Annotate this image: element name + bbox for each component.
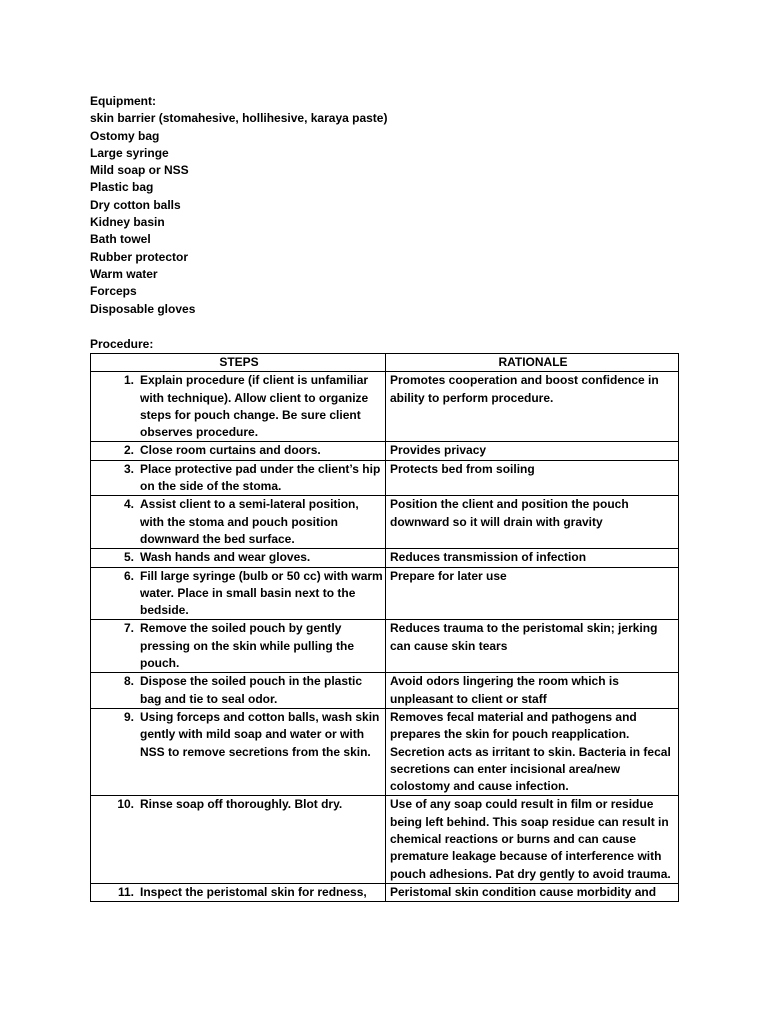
table-row — [91, 708, 679, 795]
step-number: 10. — [117, 797, 134, 812]
rationale-cell: Use of any soap could result in film or residue being left behind. This soap residue can result in chemical reactions or burns and can cause premature leakage because of interference with pouch adhesions. Pat dry gently to avoid trauma. — [386, 796, 679, 883]
step-cell — [91, 442, 386, 460]
step-number: 5. — [123, 550, 134, 565]
rationale-cell: Peristomal skin condition cause morbidity and — [386, 883, 679, 901]
step-number: 11. — [117, 884, 134, 899]
equipment-section — [90, 93, 387, 318]
step-cell — [91, 460, 386, 496]
step-number: 3. — [123, 461, 134, 476]
step-item — [95, 673, 383, 708]
table-row — [91, 567, 679, 620]
rationale-cell: Provides privacy — [386, 442, 679, 460]
step-item — [95, 796, 383, 813]
equipment-item: Large syringe — [90, 145, 169, 160]
table-row — [91, 883, 679, 901]
step-number: 9. — [123, 709, 134, 724]
equipment-heading: Equipment: — [90, 94, 156, 108]
rationale-cell: Reduces transmission of infection — [386, 549, 679, 567]
step-number: 1. — [123, 373, 134, 388]
step-cell — [91, 673, 386, 709]
procedure-table — [90, 353, 679, 902]
table-row — [91, 442, 679, 460]
step-cell — [91, 496, 386, 549]
step-number: 8. — [123, 674, 134, 689]
table-row — [91, 796, 679, 883]
table-row — [91, 496, 679, 549]
step-cell — [91, 883, 386, 901]
equipment-item: Ostomy bag — [90, 128, 160, 143]
step-item — [95, 461, 383, 496]
procedure-table-body — [91, 372, 679, 902]
equipment-item: Mild soap or NSS — [90, 163, 189, 178]
step-text: Remove the soiled pouch by gently pressing on the skin while pulling the pouch. — [140, 621, 355, 671]
step-item — [95, 496, 383, 548]
procedure-table-container — [90, 353, 679, 919]
step-item — [95, 549, 383, 566]
step-cell — [91, 372, 386, 442]
rationale-cell: Promotes cooperation and boost confidence in ability to perform procedure. — [386, 372, 679, 442]
rationale-cell: Removes fecal material and pathogens and prepares the skin for pouch reapplication. Secretion acts as irritant to skin. Bacteria in fecal secretions can enter incisional area/new colostomy and cause infection. — [386, 708, 679, 795]
rationale-cell: Avoid odors lingering the room which is unpleasant to client or staff — [386, 673, 679, 709]
step-text: Assist client to a semi-lateral position, with the stoma and pouch position downward the bed surface. — [140, 497, 359, 546]
step-cell — [91, 567, 386, 620]
step-text: Rinse soap off thoroughly. Blot dry. — [140, 797, 343, 812]
table-row — [91, 673, 679, 709]
table-row — [91, 372, 679, 442]
step-item — [95, 709, 383, 761]
equipment-item: Warm water — [90, 266, 158, 281]
step-cell — [91, 708, 386, 795]
rationale-cell: Reduces trauma to the peristomal skin; jerking can cause skin tears — [386, 620, 679, 673]
equipment-item: Kidney basin — [90, 215, 165, 230]
step-text: Wash hands and wear gloves. — [140, 550, 311, 565]
step-text: Fill large syringe (bulb or 50 cc) with warm water. Place in small basin next to the bedside. — [140, 568, 383, 618]
step-cell — [91, 620, 386, 673]
step-text: Close room curtains and doors. — [140, 443, 321, 458]
procedure-heading: Procedure: — [90, 337, 154, 351]
equipment-item: Forceps — [90, 284, 137, 299]
step-item — [95, 442, 383, 459]
step-number: 6. — [123, 568, 134, 583]
step-item — [95, 884, 383, 901]
step-text: Using forceps and cotton balls, wash skin gently with mild soap and water or with NSS to remove secretions from the skin. — [140, 709, 380, 759]
step-item — [95, 620, 383, 672]
rationale-cell: Protects bed from soiling — [386, 460, 679, 496]
step-item — [95, 568, 383, 620]
table-row — [91, 460, 679, 496]
step-item — [95, 372, 383, 441]
step-number: 7. — [123, 621, 134, 636]
rationale-cell: Prepare for later use — [386, 567, 679, 620]
step-cell — [91, 549, 386, 567]
equipment-item: Disposable gloves — [90, 301, 196, 316]
equipment-item: Rubber protector — [90, 249, 189, 264]
equipment-item: skin barrier (stomahesive, hollihesive, karaya paste) — [90, 111, 388, 126]
step-number: 4. — [123, 497, 134, 512]
steps-column-header: STEPS — [91, 354, 386, 372]
rationale-cell: Position the client and position the pouch downward so it will drain with gravity — [386, 496, 679, 549]
table-row — [91, 620, 679, 673]
step-text: Inspect the peristomal skin for redness, — [140, 884, 367, 899]
table-row — [91, 549, 679, 567]
step-number: 2. — [123, 443, 134, 458]
step-text: Explain procedure (if client is unfamiliar with technique). Allow client to organize steps for pouch change. Be sure client observes procedure. — [140, 373, 369, 440]
rationale-column-header: RATIONALE — [386, 354, 679, 372]
step-text: Dispose the soiled pouch in the plastic bag and tie to seal odor. — [140, 674, 363, 706]
equipment-item: Bath towel — [90, 232, 151, 247]
step-cell — [91, 796, 386, 883]
table-header-row — [91, 354, 679, 372]
equipment-item: Dry cotton balls — [90, 197, 181, 212]
step-text: Place protective pad under the client’s hip on the side of the stoma. — [140, 461, 381, 494]
equipment-item: Plastic bag — [90, 180, 154, 195]
